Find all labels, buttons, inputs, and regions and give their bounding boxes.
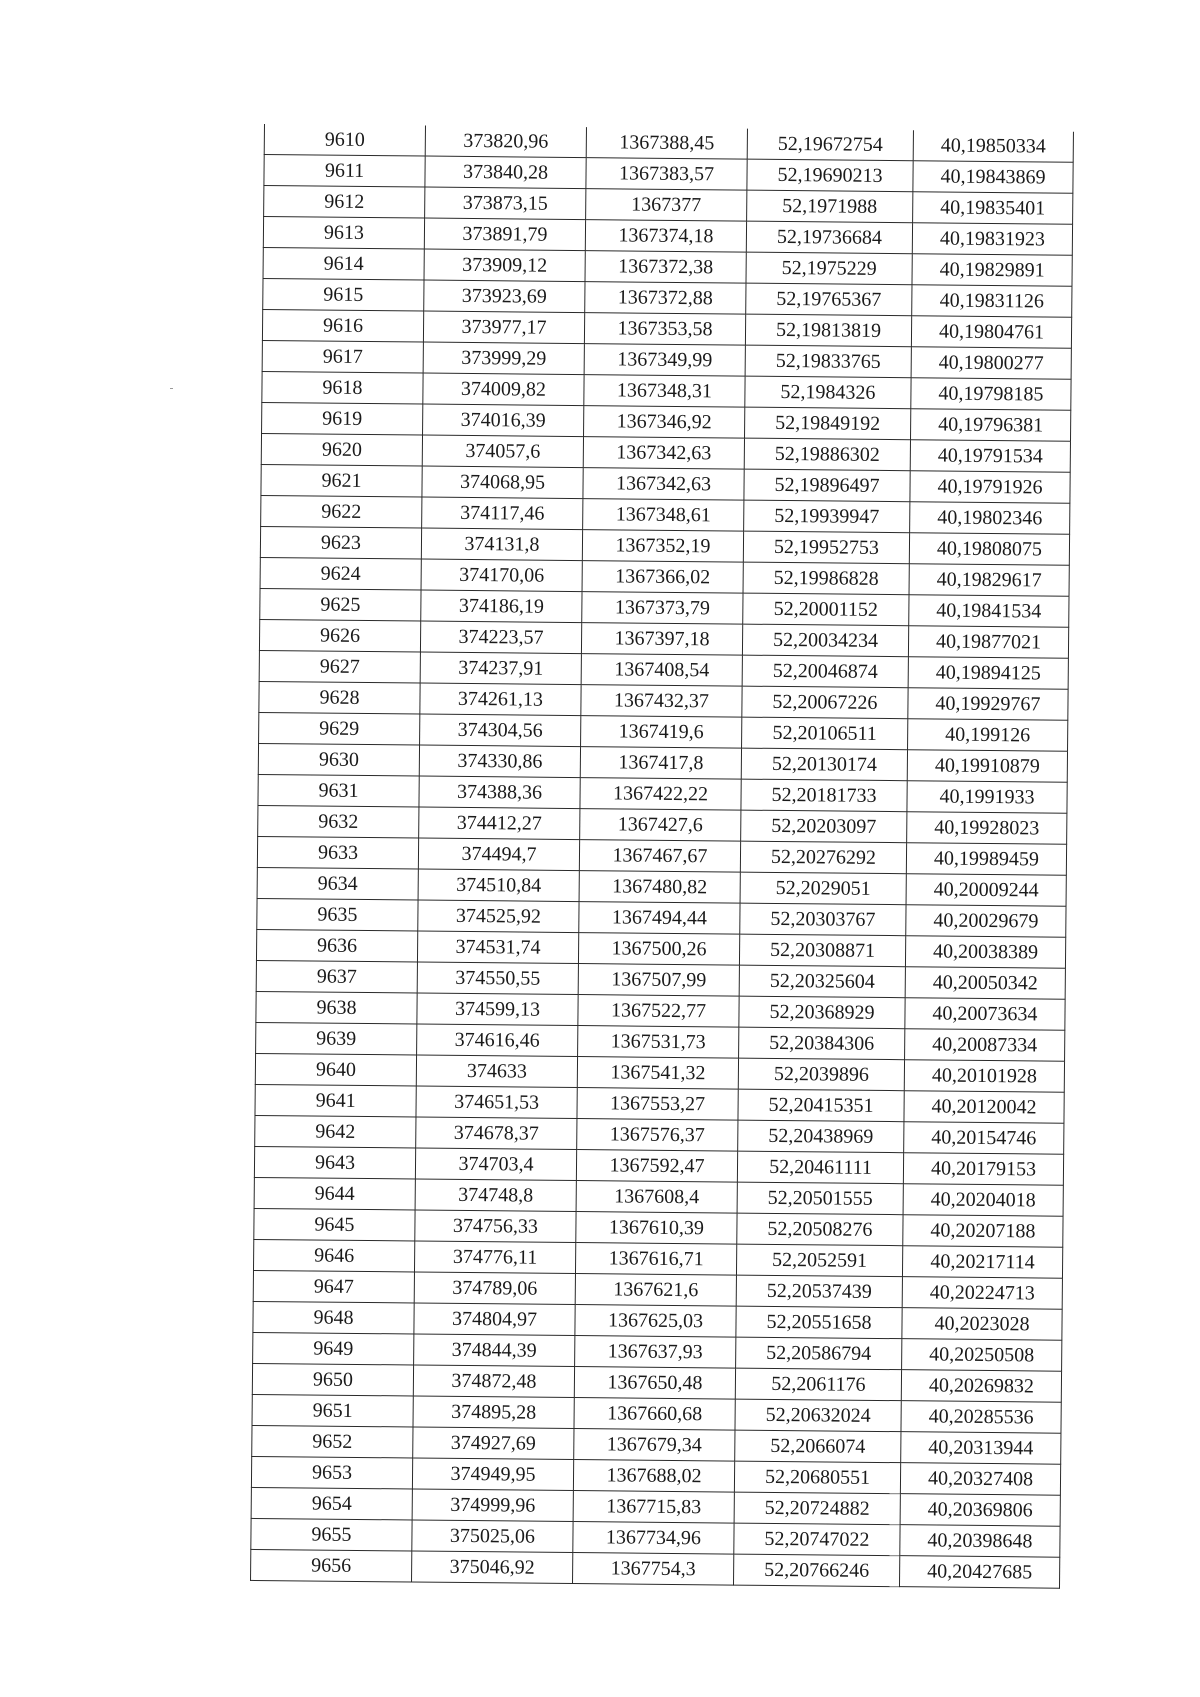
y-coordinate-cell: 1367372,38 <box>585 251 746 284</box>
x-coordinate-cell: 374412,27 <box>419 807 580 840</box>
point-number-cell: 9652 <box>252 1425 413 1458</box>
y-coordinate-cell: 1367660,68 <box>574 1398 735 1431</box>
latitude-cell: 52,19939947 <box>744 500 910 533</box>
y-coordinate-cell: 1367679,34 <box>574 1429 735 1462</box>
point-number-cell: 9641 <box>255 1084 416 1117</box>
longitude-cell: 40,19791926 <box>910 471 1070 504</box>
latitude-cell: 52,20415351 <box>738 1089 904 1122</box>
point-number-cell: 9624 <box>260 557 421 590</box>
latitude-cell: 52,20632024 <box>735 1399 901 1432</box>
y-coordinate-cell: 1367352,19 <box>582 530 743 563</box>
point-number-cell: 9623 <box>260 526 421 559</box>
longitude-cell: 40,19796381 <box>910 409 1070 442</box>
x-coordinate-cell: 374756,33 <box>415 1210 576 1243</box>
latitude-cell: 52,19833765 <box>745 345 911 378</box>
latitude-cell: 52,20276292 <box>740 841 906 874</box>
y-coordinate-cell: 1367397,18 <box>581 623 742 656</box>
latitude-cell: 52,19986828 <box>743 562 909 595</box>
point-number-cell: 9627 <box>259 650 420 683</box>
y-coordinate-cell: 1367688,02 <box>573 1460 734 1493</box>
latitude-cell: 52,20001152 <box>743 593 909 626</box>
latitude-cell: 52,20586794 <box>736 1337 902 1370</box>
longitude-cell: 40,19843869 <box>913 161 1073 194</box>
latitude-cell: 52,20046874 <box>742 655 908 688</box>
point-number-cell: 9650 <box>252 1363 413 1396</box>
y-coordinate-cell: 1367388,45 <box>586 127 747 159</box>
longitude-cell: 40,19841534 <box>909 595 1069 628</box>
longitude-cell: 40,19835401 <box>913 192 1073 225</box>
point-number-cell: 9645 <box>254 1208 415 1241</box>
latitude-cell: 52,20368929 <box>739 996 905 1029</box>
x-coordinate-cell: 374872,48 <box>413 1365 574 1398</box>
point-number-cell: 9618 <box>262 371 423 404</box>
point-number-cell: 9632 <box>258 805 419 838</box>
longitude-cell: 40,19802346 <box>910 502 1070 535</box>
point-number-cell: 9646 <box>253 1239 414 1272</box>
coordinates-table <box>250 124 1074 1589</box>
y-coordinate-cell: 1367500,26 <box>578 933 739 966</box>
y-coordinate-cell: 1367427,6 <box>580 809 741 842</box>
latitude-cell: 52,20461111 <box>737 1151 903 1184</box>
point-number-cell: 9631 <box>258 774 419 807</box>
y-coordinate-cell: 1367349,99 <box>584 344 745 377</box>
longitude-cell: 40,20050342 <box>905 967 1065 1000</box>
x-coordinate-cell: 374057,6 <box>422 435 583 468</box>
x-coordinate-cell: 374261,13 <box>420 683 581 716</box>
y-coordinate-cell: 1367377 <box>586 189 747 222</box>
y-coordinate-cell: 1367522,77 <box>578 995 739 1028</box>
point-number-cell: 9615 <box>263 278 424 311</box>
latitude-cell: 52,19672754 <box>747 129 913 161</box>
x-coordinate-cell: 373840,28 <box>425 156 586 189</box>
y-coordinate-cell: 1367366,02 <box>582 561 743 594</box>
latitude-cell: 52,20551658 <box>736 1306 902 1339</box>
latitude-cell: 52,1971988 <box>747 190 913 223</box>
x-coordinate-cell: 373820,96 <box>425 126 586 158</box>
longitude-cell: 40,19928023 <box>907 812 1067 845</box>
latitude-cell: 52,20130174 <box>741 748 907 781</box>
latitude-cell: 52,20203097 <box>741 810 907 843</box>
y-coordinate-cell: 1367576,37 <box>577 1119 738 1152</box>
latitude-cell: 52,2066074 <box>735 1430 901 1463</box>
point-number-cell: 9611 <box>264 155 425 188</box>
longitude-cell: 40,19829617 <box>909 564 1069 597</box>
x-coordinate-cell: 373923,69 <box>424 280 585 313</box>
longitude-cell: 40,20087334 <box>905 1029 1065 1062</box>
y-coordinate-cell: 1367650,48 <box>574 1367 735 1400</box>
x-coordinate-cell: 374616,46 <box>417 1024 578 1057</box>
point-number-cell: 9653 <box>251 1456 412 1489</box>
latitude-cell: 52,20384306 <box>739 1027 905 1060</box>
longitude-cell: 40,20029679 <box>906 905 1066 938</box>
point-number-cell: 9625 <box>260 588 421 621</box>
point-number-cell: 9643 <box>254 1146 415 1179</box>
latitude-cell: 52,19736684 <box>746 221 912 254</box>
y-coordinate-cell: 1367480,82 <box>579 871 740 904</box>
x-coordinate-cell: 375025,06 <box>412 1520 573 1553</box>
scan-speck <box>170 388 173 389</box>
latitude-cell: 52,20747022 <box>734 1523 900 1556</box>
longitude-cell: 40,19800277 <box>911 347 1071 380</box>
x-coordinate-cell: 374651,53 <box>416 1086 577 1119</box>
longitude-cell: 40,20427685 <box>899 1556 1059 1589</box>
latitude-cell: 52,2039896 <box>738 1058 904 1091</box>
latitude-cell: 52,20303767 <box>740 903 906 936</box>
point-number-cell: 9619 <box>262 402 423 435</box>
longitude-cell: 40,19831923 <box>912 223 1072 256</box>
longitude-cell: 40,20154746 <box>904 1122 1064 1155</box>
y-coordinate-cell: 1367637,93 <box>575 1336 736 1369</box>
y-coordinate-cell: 1367754,3 <box>573 1553 734 1586</box>
longitude-cell: 40,20398648 <box>900 1525 1060 1558</box>
y-coordinate-cell: 1367348,31 <box>584 375 745 408</box>
y-coordinate-cell: 1367348,61 <box>583 499 744 532</box>
longitude-cell: 40,20224713 <box>902 1277 1062 1310</box>
longitude-cell: 40,199126 <box>908 719 1068 752</box>
y-coordinate-cell: 1367494,44 <box>579 902 740 935</box>
latitude-cell: 52,19952753 <box>743 531 909 564</box>
y-coordinate-cell: 1367610,39 <box>576 1212 737 1245</box>
point-number-cell: 9636 <box>256 929 417 962</box>
x-coordinate-cell: 374633 <box>416 1055 577 1088</box>
x-coordinate-cell: 375046,92 <box>412 1551 573 1584</box>
point-number-cell: 9654 <box>251 1487 412 1520</box>
longitude-cell: 40,19894125 <box>908 657 1068 690</box>
longitude-cell: 40,19791534 <box>910 440 1070 473</box>
y-coordinate-cell: 1367507,99 <box>578 964 739 997</box>
x-coordinate-cell: 374186,19 <box>421 590 582 623</box>
x-coordinate-cell: 374999,96 <box>412 1489 573 1522</box>
x-coordinate-cell: 374678,37 <box>416 1117 577 1150</box>
x-coordinate-cell: 373873,15 <box>425 187 586 220</box>
longitude-cell: 40,19989459 <box>906 843 1066 876</box>
point-number-cell: 9648 <box>253 1301 414 1334</box>
y-coordinate-cell: 1367715,83 <box>573 1491 734 1524</box>
latitude-cell: 52,2052591 <box>736 1244 902 1277</box>
point-number-cell: 9626 <box>259 619 420 652</box>
point-number-cell: 9629 <box>259 712 420 745</box>
x-coordinate-cell: 374510,84 <box>418 869 579 902</box>
longitude-cell: 40,20101928 <box>904 1060 1064 1093</box>
point-number-cell: 9622 <box>261 495 422 528</box>
point-number-cell: 9634 <box>257 867 418 900</box>
point-number-cell: 9620 <box>261 433 422 466</box>
point-number-cell: 9656 <box>251 1549 412 1582</box>
x-coordinate-cell: 374068,95 <box>422 466 583 499</box>
latitude-cell: 52,19896497 <box>744 469 910 502</box>
longitude-cell: 40,20369806 <box>900 1494 1060 1527</box>
x-coordinate-cell: 374895,28 <box>413 1396 574 1429</box>
y-coordinate-cell: 1367734,96 <box>573 1522 734 1555</box>
latitude-cell: 52,20724882 <box>734 1492 900 1525</box>
y-coordinate-cell: 1367621,6 <box>575 1274 736 1307</box>
latitude-cell: 52,20680551 <box>734 1461 900 1494</box>
y-coordinate-cell: 1367616,71 <box>575 1243 736 1276</box>
longitude-cell: 40,20313944 <box>901 1432 1061 1465</box>
longitude-cell: 40,19804761 <box>911 316 1071 349</box>
latitude-cell: 52,20308871 <box>739 934 905 967</box>
point-number-cell: 9617 <box>262 340 423 373</box>
y-coordinate-cell: 1367531,73 <box>578 1026 739 1059</box>
y-coordinate-cell: 1367408,54 <box>581 654 742 687</box>
x-coordinate-cell: 374388,36 <box>419 776 580 809</box>
longitude-cell: 40,20269832 <box>901 1370 1061 1403</box>
y-coordinate-cell: 1367342,63 <box>583 437 744 470</box>
point-number-cell: 9635 <box>257 898 418 931</box>
y-coordinate-cell: 1367625,03 <box>575 1305 736 1338</box>
latitude-cell: 52,2029051 <box>740 872 906 905</box>
latitude-cell: 52,1984326 <box>745 376 911 409</box>
latitude-cell: 52,20501555 <box>737 1182 903 1215</box>
point-number-cell: 9637 <box>256 960 417 993</box>
longitude-cell: 40,19829891 <box>912 254 1072 287</box>
x-coordinate-cell: 374927,69 <box>413 1427 574 1460</box>
latitude-cell: 52,20181733 <box>741 779 907 812</box>
longitude-cell: 40,19808075 <box>909 533 1069 566</box>
x-coordinate-cell: 374237,91 <box>420 652 581 685</box>
x-coordinate-cell: 374949,95 <box>412 1458 573 1491</box>
x-coordinate-cell: 374703,4 <box>415 1148 576 1181</box>
latitude-cell: 52,19849192 <box>745 407 911 440</box>
x-coordinate-cell: 374009,82 <box>423 373 584 406</box>
latitude-cell: 52,2061176 <box>735 1368 901 1401</box>
longitude-cell: 40,20204018 <box>903 1184 1063 1217</box>
longitude-cell: 40,20285536 <box>901 1401 1061 1434</box>
point-number-cell: 9639 <box>256 1022 417 1055</box>
longitude-cell: 40,20327408 <box>900 1463 1060 1496</box>
y-coordinate-cell: 1367608,4 <box>576 1181 737 1214</box>
longitude-cell: 40,20179153 <box>903 1153 1063 1186</box>
y-coordinate-cell: 1367417,8 <box>580 747 741 780</box>
x-coordinate-cell: 374170,06 <box>421 559 582 592</box>
y-coordinate-cell: 1367374,18 <box>585 220 746 253</box>
longitude-cell: 40,20038389 <box>905 936 1065 969</box>
x-coordinate-cell: 374748,8 <box>415 1179 576 1212</box>
x-coordinate-cell: 374223,57 <box>420 621 581 654</box>
y-coordinate-cell: 1367372,88 <box>585 282 746 315</box>
x-coordinate-cell: 374599,13 <box>417 993 578 1026</box>
y-coordinate-cell: 1367419,6 <box>581 716 742 749</box>
latitude-cell: 52,1975229 <box>746 252 912 285</box>
point-number-cell: 9649 <box>253 1332 414 1365</box>
point-number-cell: 9633 <box>257 836 418 869</box>
x-coordinate-cell: 374304,56 <box>420 714 581 747</box>
point-number-cell: 9642 <box>255 1115 416 1148</box>
x-coordinate-cell: 374131,8 <box>421 528 582 561</box>
longitude-cell: 40,2023028 <box>902 1308 1062 1341</box>
longitude-cell: 40,20120042 <box>904 1091 1064 1124</box>
x-coordinate-cell: 373909,12 <box>424 249 585 282</box>
longitude-cell: 40,19910879 <box>907 750 1067 783</box>
y-coordinate-cell: 1367383,57 <box>586 158 747 191</box>
point-number-cell: 9644 <box>254 1177 415 1210</box>
point-number-cell: 9616 <box>262 309 423 342</box>
point-number-cell: 9651 <box>252 1394 413 1427</box>
y-coordinate-cell: 1367432,37 <box>581 685 742 718</box>
x-coordinate-cell: 374016,39 <box>423 404 584 437</box>
coordinates-table-body <box>251 124 1074 1588</box>
longitude-cell: 40,19929767 <box>908 688 1068 721</box>
latitude-cell: 52,20325604 <box>739 965 905 998</box>
x-coordinate-cell: 374776,11 <box>414 1241 575 1274</box>
latitude-cell: 52,19813819 <box>745 314 911 347</box>
longitude-cell: 40,1991933 <box>907 781 1067 814</box>
y-coordinate-cell: 1367553,27 <box>577 1088 738 1121</box>
point-number-cell: 9640 <box>255 1053 416 1086</box>
y-coordinate-cell: 1367422,22 <box>580 778 741 811</box>
latitude-cell: 52,20766246 <box>733 1554 899 1587</box>
latitude-cell: 52,20438969 <box>738 1120 904 1153</box>
point-number-cell: 9647 <box>253 1270 414 1303</box>
latitude-cell: 52,19886302 <box>744 438 910 471</box>
point-number-cell: 9612 <box>264 186 425 219</box>
x-coordinate-cell: 374804,97 <box>414 1303 575 1336</box>
longitude-cell: 40,20207188 <box>903 1215 1063 1248</box>
point-number-cell: 9614 <box>263 247 424 280</box>
latitude-cell: 52,19690213 <box>747 159 913 192</box>
y-coordinate-cell: 1367373,79 <box>582 592 743 625</box>
x-coordinate-cell: 373891,79 <box>424 218 585 251</box>
x-coordinate-cell: 374330,86 <box>419 745 580 778</box>
point-number-cell: 9638 <box>256 991 417 1024</box>
point-number-cell: 9655 <box>251 1518 412 1551</box>
latitude-cell: 52,20034234 <box>742 624 908 657</box>
y-coordinate-cell: 1367346,92 <box>584 406 745 439</box>
point-number-cell: 9613 <box>263 217 424 250</box>
latitude-cell: 52,20067226 <box>742 686 908 719</box>
longitude-cell: 40,20217114 <box>902 1246 1062 1279</box>
longitude-cell: 40,20009244 <box>906 874 1066 907</box>
longitude-cell: 40,20073634 <box>905 998 1065 1031</box>
longitude-cell: 40,20250508 <box>902 1339 1062 1372</box>
longitude-cell: 40,19850334 <box>913 130 1073 162</box>
x-coordinate-cell: 374525,92 <box>418 900 579 933</box>
x-coordinate-cell: 374117,46 <box>422 497 583 530</box>
y-coordinate-cell: 1367342,63 <box>583 468 744 501</box>
y-coordinate-cell: 1367592,47 <box>576 1150 737 1183</box>
y-coordinate-cell: 1367467,67 <box>579 840 740 873</box>
x-coordinate-cell: 374531,74 <box>417 931 578 964</box>
point-number-cell: 9630 <box>258 743 419 776</box>
y-coordinate-cell: 1367353,58 <box>584 313 745 346</box>
longitude-cell: 40,19877021 <box>908 626 1068 659</box>
point-number-cell: 9610 <box>264 124 425 156</box>
latitude-cell: 52,20508276 <box>737 1213 903 1246</box>
latitude-cell: 52,20106511 <box>742 717 908 750</box>
point-number-cell: 9621 <box>261 464 422 497</box>
latitude-cell: 52,20537439 <box>736 1275 902 1308</box>
latitude-cell: 52,19765367 <box>746 283 912 316</box>
x-coordinate-cell: 373999,29 <box>423 342 584 375</box>
longitude-cell: 40,19798185 <box>911 378 1071 411</box>
x-coordinate-cell: 373977,17 <box>423 311 584 344</box>
point-number-cell: 9628 <box>259 681 420 714</box>
longitude-cell: 40,19831126 <box>912 285 1072 318</box>
x-coordinate-cell: 374550,55 <box>417 962 578 995</box>
x-coordinate-cell: 374494,7 <box>418 838 579 871</box>
x-coordinate-cell: 374789,06 <box>414 1272 575 1305</box>
y-coordinate-cell: 1367541,32 <box>577 1057 738 1090</box>
x-coordinate-cell: 374844,39 <box>414 1334 575 1367</box>
